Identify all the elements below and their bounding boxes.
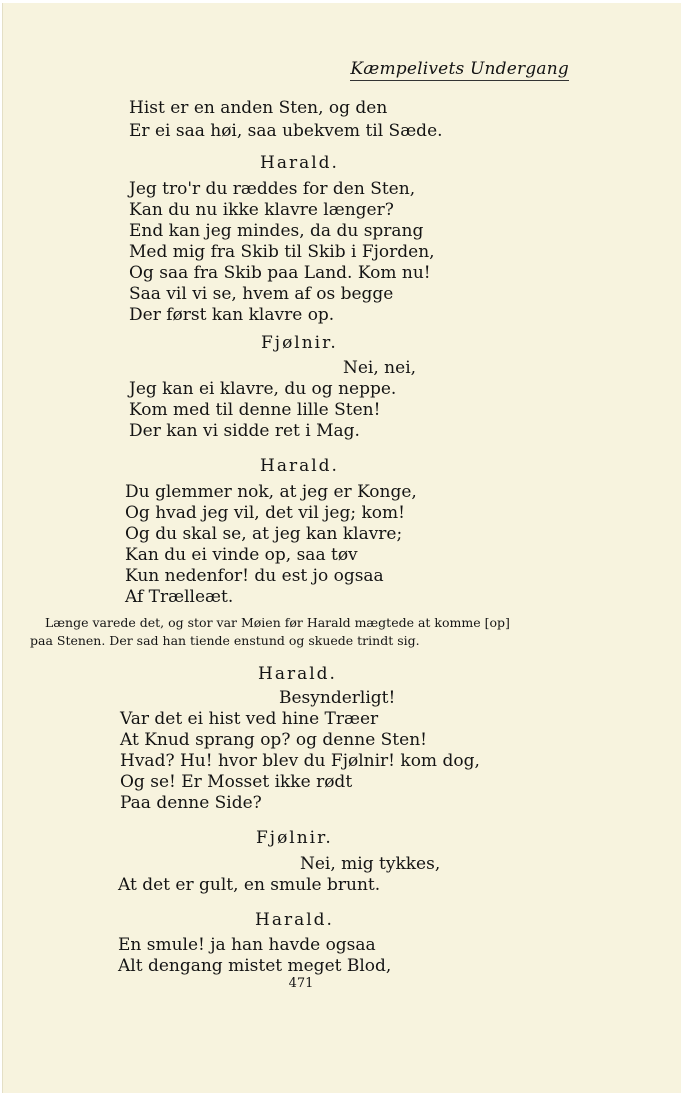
verse-line: Nei, mig tykkes,: [300, 854, 441, 874]
verse-line: Var det ei hist ved hine Træer: [120, 709, 379, 729]
verse-line: Besynderligt!: [279, 688, 396, 708]
verse-line: Med mig fra Skib til Skib i Fjorden,: [129, 242, 435, 262]
verse-line: Jeg kan ei klavre, du og neppe.: [129, 379, 397, 399]
verse-line: Kom med til denne lille Sten!: [129, 400, 381, 420]
verse-line: Du glemmer nok, at jeg er Konge,: [125, 482, 417, 502]
verse-line: En smule! ja han havde ogsaa: [118, 935, 376, 955]
verse-line: End kan jeg mindes, da du sprang: [129, 221, 424, 241]
stage-direction: paa Stenen. Der sad han tiende enstund og skuede trindt sig.: [30, 633, 420, 648]
verse-line: At Knud sprang op? og denne Sten!: [120, 730, 427, 750]
verse-line: Jeg tro'r du ræddes for den Sten,: [129, 179, 416, 199]
verse-line: Paa denne Side?: [120, 793, 262, 813]
running-head: Kæmpelivets Undergang: [350, 59, 569, 79]
speaker-name: Fjølnir.: [256, 828, 333, 848]
verse-line: Hist er en anden Sten, og den: [129, 98, 388, 118]
verse-line: Og du skal se, at jeg kan klavre;: [125, 524, 403, 544]
speaker-name: Harald.: [260, 153, 339, 173]
verse-line: Og saa fra Skib paa Land. Kom nu!: [129, 263, 431, 283]
verse-line: Er ei saa høi, saa ubekvem til Sæde.: [129, 121, 443, 141]
verse-line: Kan du ei vinde op, saa tøv: [125, 545, 358, 565]
page-number: 471: [288, 976, 314, 991]
speaker-name: Harald.: [258, 664, 337, 684]
verse-line: Kan du nu ikke klavre længer?: [129, 200, 394, 220]
verse-line: Og se! Er Mosset ikke rødt: [120, 772, 353, 792]
stage-direction: Længe varede det, og stor var Møien før Harald mægtede at komme [op]: [45, 615, 510, 630]
book-page: [2, 3, 681, 1093]
verse-line: Kun nedenfor! du est jo ogsaa: [125, 566, 384, 586]
speaker-name: Harald.: [255, 910, 334, 930]
verse-line: Nei, nei,: [343, 358, 417, 378]
verse-line: Der først kan klavre op.: [129, 305, 335, 325]
verse-line: Hvad? Hu! hvor blev du Fjølnir! kom dog,: [120, 751, 480, 771]
speaker-name: Harald.: [260, 456, 339, 476]
verse-line: Af Trælleæt.: [125, 587, 234, 607]
verse-line: Der kan vi sidde ret i Mag.: [129, 421, 360, 441]
verse-line: Og hvad jeg vil, det vil jeg; kom!: [125, 503, 405, 523]
verse-line: Saa vil vi se, hvem af os begge: [129, 284, 394, 304]
verse-line: At det er gult, en smule brunt.: [118, 875, 381, 895]
speaker-name: Fjølnir.: [261, 333, 338, 353]
verse-line: Alt dengang mistet meget Blod,: [118, 956, 392, 976]
